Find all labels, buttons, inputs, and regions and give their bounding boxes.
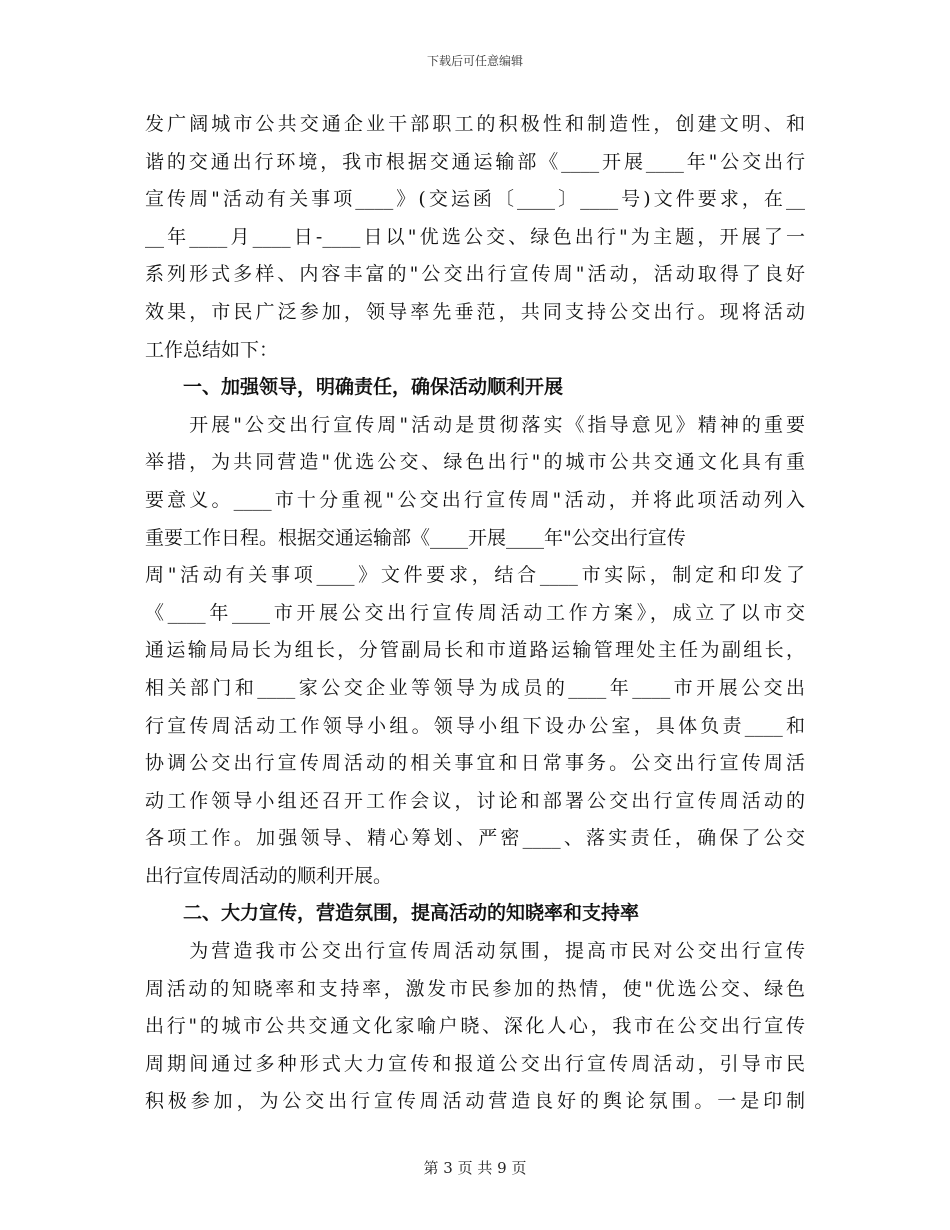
text-line: 《____年____市开展公交出行宣传周活动工作方案》，成立了以市交 (145, 601, 805, 624)
text-line: 发广阔城市公共交通企业干部职工的积极性和制造性，创建文明、和 (145, 113, 805, 135)
text-line: __年____月____日-____日以"优选公交、绿色出行"为主题，开展了一 (145, 225, 805, 248)
text-line: 宣传周"活动有关事项____》(交运函〔____〕____号)文件要求，在__ (145, 188, 805, 211)
text-line: 开展"公交出行宣传周"活动是贯彻落实《指导意见》精神的重要 (145, 413, 805, 436)
text-line: 各项工作。加强领导、精心筹划、严密____、落实责任，确保了公交 (145, 827, 805, 850)
text-line: 重要工作日程。根据交通运输部《____开展____年"公交出行宣传 (145, 526, 686, 549)
section-heading: 一、加强领导，明确责任，确保活动顺利开展 (183, 376, 564, 399)
text-line: 效果，市民广泛参加，领导率先垂范，共同支持公交出行。现将活动 (145, 300, 805, 323)
page-footer: 第 3 页 共 9 页 (423, 1159, 527, 1177)
text-line: 周"活动有关事项____》文件要求，结合____市实际，制定和印发了 (145, 564, 805, 587)
text-line: 要意义。____市十分重视"公交出行宣传周"活动，并将此项活动列入 (145, 488, 805, 511)
page-header: 下载后可任意编辑 (426, 54, 523, 68)
text-line: 积极参加，为公交出行宣传周活动营造良好的舆论氛围。一是印制 (145, 1090, 805, 1113)
text-line: 举措，为共同营造"优选公交、绿色出行"的城市公共交通文化具有重 (145, 451, 805, 474)
text-line: 协调公交出行宣传周活动的相关事宜和日常事务。公交出行宣传周活 (145, 752, 805, 775)
text-line: 谐的交通出行环境，我市根据交通运输部《____开展____年"公交出行 (145, 150, 805, 173)
text-line: 为营造我市公交出行宣传周活动氛围，提高市民对公交出行宣传 (145, 940, 805, 963)
text-line: 动工作领导小组还召开工作会议，讨论和部署公交出行宣传周活动的 (145, 789, 805, 812)
text-line: 周活动的知晓率和支持率，激发市民参加的热情，使"优选公交、绿色 (145, 977, 805, 1000)
section-heading: 二、大力宣传，营造氛围，提高活动的知晓率和支持率 (183, 902, 640, 925)
text-line: 出行"的城市公共交通文化家喻户晓、深化人心，我市在公交出行宣传 (145, 1015, 805, 1038)
text-line: 系列形式多样、内容丰富的"公交出行宣传周"活动，活动取得了良好 (145, 263, 805, 286)
document-body (145, 106, 805, 1121)
text-line: 通运输局局长为组长，分管副局长和市道路运输管理处主任为副组长， (145, 639, 805, 662)
text-line: 工作总结如下： (145, 338, 279, 361)
text-line: 相关部门和____家公交企业等领导为成员的____年____市开展公交出 (145, 676, 805, 699)
text-line: 出行宣传周活动的顺利开展。 (145, 864, 393, 887)
text-line: 行宣传周活动工作领导小组。领导小组下设办公室，具体负责____和 (145, 714, 805, 737)
text-line: 周期间通过多种形式大力宣传和报道公交出行宣传周活动，引导市民 (145, 1052, 805, 1075)
